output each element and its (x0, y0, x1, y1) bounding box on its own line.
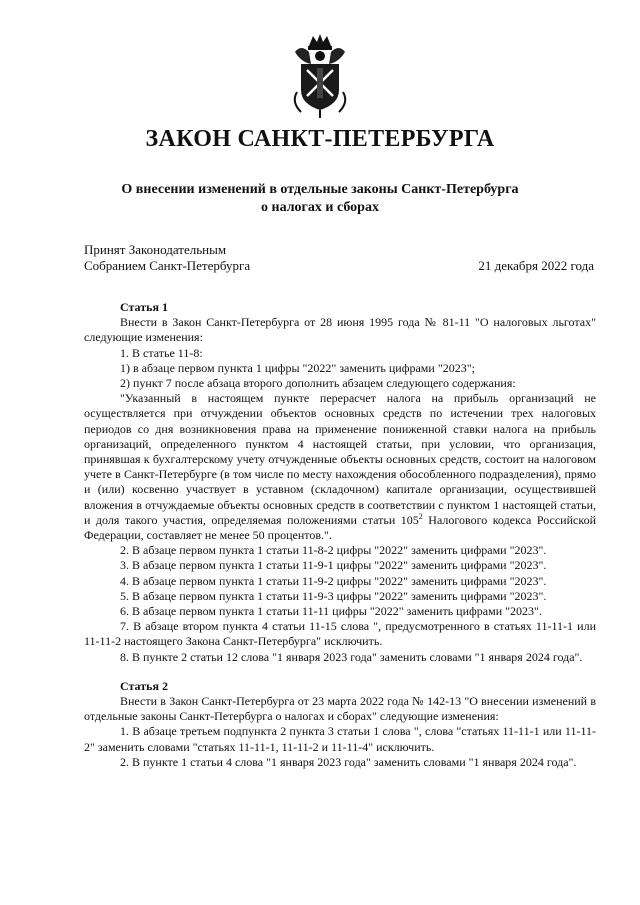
adoption-date: 21 декабря 2022 года (478, 258, 594, 273)
article-1-item-7: 7. В абзаце втором пункта 4 статьи 11-15 слова ", предусмотренного в статьях 11-11-1 или 11-11-2 настоящего Закона Санкт-Петербурга" исключить. (84, 619, 596, 649)
article-1-heading: Статья 1 (120, 300, 168, 314)
article-1-item-2: 2. В абзаце первом пункта 1 статьи 11-8-2 цифры "2022" заменить цифрами "2023". (120, 543, 547, 558)
article-1-intro: Внести в Закон Санкт-Петербурга от 28 июня 1995 года № 81-11 "О налоговых льготах" следующие изменения: (84, 315, 596, 345)
subtitle-line-2: о налогах и сборах (261, 200, 379, 215)
quote-superscript: 2 (418, 511, 423, 521)
article-1-item-3: 3. В абзаце первом пункта 1 статьи 11-9-1 цифры "2022" заменить цифрами "2023". (120, 558, 547, 573)
article-1-item-4: 4. В абзаце первом пункта 1 статьи 11-9-2 цифры "2022" заменить цифрами "2023". (120, 573, 547, 588)
article-1-item-8: 8. В пункте 2 статьи 12 слова "1 января 2023 года" заменить словами "1 января 2024 года". (120, 649, 583, 664)
article-1-item-1-1: 1) в абзаце первом пункта 1 цифры "2022" заменить цифрами "2023"; (120, 360, 475, 375)
subtitle-line-1: О внесении изменений в отдельные законы Санкт-Петербурга (121, 182, 519, 197)
article-1-item-1: 1. В статье 11-8: (120, 345, 203, 360)
adopted-line-1: Принят Законодательным (84, 242, 227, 257)
article-1-quote (84, 391, 596, 543)
article-2-intro: Внести в Закон Санкт-Петербурга от 23 марта 2022 года № 142-13 "О внесении изменений в отдельные законы Санкт-Петербурга о налогах и сборах" следующие изменения: (84, 694, 596, 724)
law-title: ЗАКОН САНКТ-ПЕТЕРБУРГА (145, 126, 495, 152)
article-2-heading: Статья 2 (120, 678, 168, 693)
law-subtitle (60, 181, 580, 217)
article-1-item-1-2: 2) пункт 7 после абзаца второго дополнить абзацем следующего содержания: (120, 376, 516, 391)
quote-text-b: Налогового кодекса Российской Федерации, составляет не менее 50 процентов.". (84, 512, 596, 543)
article-1-item-5: 5. В абзаце первом пункта 1 статьи 11-9-3 цифры "2022" заменить цифрами "2023". (120, 588, 547, 603)
law-body (84, 300, 596, 770)
article-2-item-2: 2. В пункте 1 статьи 4 слова "1 января 2023 года" заменить словами "1 января 2024 года". (120, 754, 577, 769)
article-2-item-1: 1. В абзаце третьем подпункта 2 пункта 3 статьи 1 слова ", слова "статьях 11-11-1 или 11-11-2" заменить словами "статьях 11-11-1, 11-11-2 и 11-11-4" исключить. (84, 724, 596, 754)
quote-text-a: "Указанный в настоящем пункте перерасчет налога на прибыль организаций не осуществляется при отчуждении объектов основных средств по истечении трех налоговых периодов со дня возникновения права на применение пониженной ставки налога на прибыль организаций, определенного пунктом 4 настоящей статьи, при условии, что организация, принявшая к бухгалтерскому учету отчужденные объекты основных средств, состоит на налоговом учете в Санкт-Петербурге (в том числе по месту нахождения обособленного подразделения), прямо и (или) косвенно участвует в уставном (складочном) капитале организации, осуществившей вложения в отчуждаемые объекты основных средств в соответствии с пунктом 1 настоящей статьи, и доля такого участия, определяемая положениями статьи 105 (84, 391, 596, 527)
article-1-item-6: 6. В абзаце первом пункта 1 статьи 11-11 цифры "2022" заменить цифрами "2023". (120, 604, 542, 619)
coat-of-arms-icon (287, 32, 353, 120)
adopted-by (84, 242, 250, 274)
adopted-line-2: Собранием Санкт-Петербурга (84, 258, 251, 273)
